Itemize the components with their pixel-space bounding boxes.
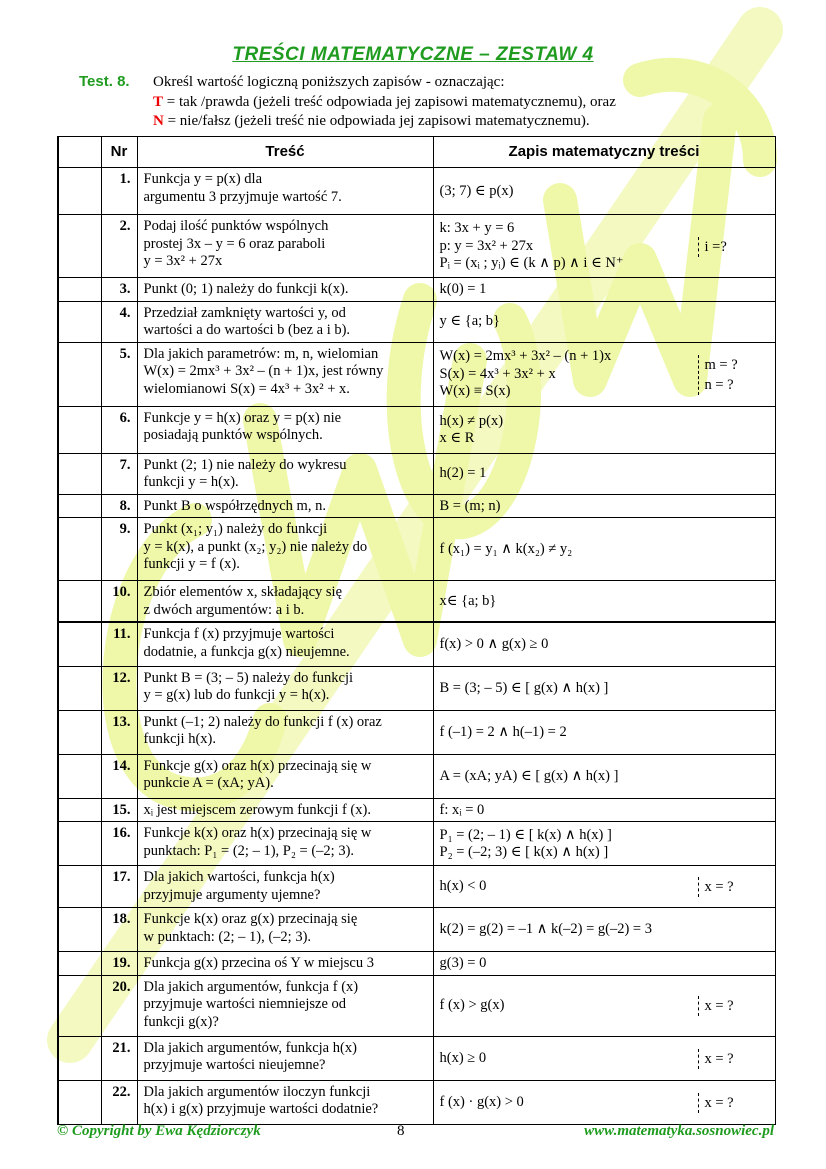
answer-cell[interactable] (58, 301, 101, 342)
math-notation: B = (3; – 5) ∈ [ g(x) ∧ h(x) ] (439, 679, 609, 696)
test-label: Test. 8. (79, 73, 130, 90)
table-row (58, 754, 775, 798)
table-row (58, 1036, 775, 1080)
table-row (58, 622, 775, 666)
answer-cell[interactable] (58, 406, 101, 453)
answer-cell[interactable] (58, 215, 101, 278)
math-notation-cell (433, 581, 775, 623)
answer-cell[interactable] (58, 866, 101, 908)
statement-text: Funkcja f (x) przyjmuje wartości dodatnie, a funkcja g(x) nieujemne. (137, 622, 433, 666)
math-notation-cell (433, 754, 775, 798)
math-notation: f (–1) = 2 ∧ h(–1) = 2 (439, 723, 567, 740)
statement-text: Przedział zamknięty wartości y, od wartości a do wartości b (bez a i b). (137, 301, 433, 342)
true-mark: T (153, 93, 164, 110)
footer-website-link[interactable]: www.matematyka.sosnowiec.pl (584, 1123, 774, 1139)
answer-cell[interactable] (58, 278, 101, 302)
statement-text: Funkcja g(x) przecina oś Y w miejscu 3 (137, 952, 433, 976)
table-row (58, 215, 775, 278)
row-number: 16. (101, 822, 137, 866)
answer-cell[interactable] (58, 342, 101, 406)
math-notation: h(2) = 1 (439, 465, 487, 482)
statement-text: Dla jakich argumentów, funkcja h(x) przyjmuje wartości nieujemne? (137, 1036, 433, 1080)
true-explanation: = tak /prawda (jeżeli treść odpowiada jej zapisowi matematycznemu), oraz (163, 93, 616, 110)
math-notation-cell (433, 215, 775, 278)
statement-text: Punkt (2; 1) nie należy do wykresu funkcji y = h(x). (137, 453, 433, 494)
row-number: 15. (101, 798, 137, 822)
math-notation-cell (433, 975, 775, 1036)
answer-cell[interactable] (58, 822, 101, 866)
header-zapis: Zapis matematyczny treści (433, 137, 775, 168)
unknown-question: m = ? n = ? (698, 355, 771, 395)
unknown-question: x = ? (698, 1049, 771, 1069)
row-number: 4. (101, 301, 137, 342)
table-row (58, 866, 775, 908)
answer-cell[interactable] (58, 168, 101, 215)
statement-text: Dla jakich parametrów: m, n, wielomian W(x) = 2mx³ + 3x² – (n + 1)x, jest równy wielomianowi S(x) = 4x³ + 3x² + x. (137, 342, 433, 406)
math-notation: (3; 7) ∈ p(x) (439, 182, 514, 199)
statement-text: Funkcja y = p(x) dla argumentu 3 przyjmuje wartość 7. (137, 168, 433, 215)
math-notation-cell (433, 798, 775, 822)
unknown-question: i =? (698, 237, 771, 257)
row-number: 20. (101, 975, 137, 1036)
answer-cell[interactable] (58, 518, 101, 581)
math-notation-cell (433, 494, 775, 518)
math-notation-cell (433, 866, 775, 908)
table-row (58, 666, 775, 710)
math-notation: f(x) > 0 ∧ g(x) ≥ 0 (439, 636, 549, 652)
table-row (58, 342, 775, 406)
math-notation-cell (433, 1036, 775, 1080)
answer-column-header (58, 137, 101, 168)
math-notation-cell (433, 908, 775, 952)
math-notation: k(0) = 1 (439, 281, 487, 297)
math-notation-cell (433, 518, 775, 581)
false-explanation: = nie/fałsz (jeżeli treść nie odpowiada jej zapisowi matematycznemu). (163, 113, 590, 129)
statement-text: Funkcje k(x) oraz g(x) przecinają się w punktach: (2; – 1), (–2; 3). (137, 908, 433, 952)
table-row (58, 406, 775, 453)
unknown-question: x = ? (698, 877, 771, 897)
answer-cell[interactable] (58, 453, 101, 494)
statement-text: xᵢ jest miejscem zerowym funkcji f (x). (137, 798, 433, 822)
table-row (58, 952, 775, 976)
math-notation: P₁ = (2; – 1) ∈ [ k(x) ∧ h(x) ] P₂ = (–2; 3) ∈ [ k(x) ∧ h(x) ] (439, 826, 612, 860)
math-notation: k(2) = g(2) = –1 ∧ k(–2) = g(–2) = 3 (439, 921, 652, 938)
unknown-question: x = ? (698, 1093, 771, 1113)
row-number: 14. (101, 754, 137, 798)
row-number: 19. (101, 952, 137, 976)
math-notation-cell (433, 406, 775, 453)
table-row (58, 453, 775, 494)
answer-cell[interactable] (58, 952, 101, 976)
math-notation: f (x₁) = y₁ ∧ k(x₂) ≠ y₂ (439, 540, 573, 557)
table-row (58, 278, 775, 302)
header-nr: Nr (101, 137, 137, 168)
answer-cell[interactable] (58, 581, 101, 623)
row-number: 13. (101, 710, 137, 754)
table-row (58, 1080, 775, 1124)
statement-text: Funkcje k(x) oraz h(x) przecinają się w punktach: P₁ = (2; – 1), P₂ = (–2; 3). (137, 822, 433, 866)
row-number: 10. (101, 581, 137, 623)
row-number: 6. (101, 406, 137, 453)
math-notation: A = (xA; yA) ∈ [ g(x) ∧ h(x) ] (439, 767, 619, 784)
math-notation-cell (433, 301, 775, 342)
math-notation-cell (433, 666, 775, 710)
statement-text: Punkt B = (3; – 5) należy do funkcji y = g(x) lub do funkcji y = h(x). (137, 666, 433, 710)
page-number: 8 (397, 1123, 405, 1139)
table-row (58, 710, 775, 754)
math-notation: h(x) ≥ 0 (439, 1049, 487, 1066)
math-notation-cell (433, 453, 775, 494)
row-number: 18. (101, 908, 137, 952)
footer-copyright: © Copyright by Ewa Kędziorczyk (57, 1123, 261, 1139)
math-notation: h(x) ≠ p(x) x ∈ R (439, 412, 504, 446)
row-number: 5. (101, 342, 137, 406)
table-row (58, 168, 775, 215)
statement-text: Funkcje g(x) oraz h(x) przecinają się w punkcie A = (xA; yA). (137, 754, 433, 798)
answer-cell[interactable] (58, 1036, 101, 1080)
statements-table (57, 136, 776, 1125)
math-notation: f (x) · g(x) > 0 (439, 1093, 524, 1110)
task-instruction: Określ wartość logiczną poniższych zapisów - oznaczając: (153, 74, 505, 90)
answer-cell[interactable] (58, 908, 101, 952)
page-title: TREŚCI MATEMATYCZNE – ZESTAW 4 (232, 44, 594, 65)
task-intro (79, 72, 799, 132)
table-row (58, 581, 775, 623)
answer-cell[interactable] (58, 1080, 101, 1124)
math-notation-cell (433, 622, 775, 666)
unknown-question: x = ? (698, 996, 771, 1016)
table-header-row (58, 137, 775, 168)
table-row (58, 975, 775, 1036)
math-notation: x∈ {a; b} (439, 592, 497, 609)
math-notation: f (x) > g(x) (439, 997, 505, 1014)
answer-cell[interactable] (58, 798, 101, 822)
table-row (58, 301, 775, 342)
row-number: 22. (101, 1080, 137, 1124)
statement-text: Punkt (0; 1) należy do funkcji k(x). (137, 278, 433, 302)
math-notation: W(x) = 2mx³ + 3x² – (n + 1)x S(x) = 4x³ + 3x² + x W(x) ≡ S(x) (439, 348, 612, 400)
math-notation-cell (433, 278, 775, 302)
row-number: 3. (101, 278, 137, 302)
statement-text: Dla jakich argumentów, funkcja f (x) przyjmuje wartości niemniejsze od funkcji g(x)? (137, 975, 433, 1036)
math-notation-cell (433, 710, 775, 754)
statement-text: Punkt B o współrzędnych m, n. (137, 494, 433, 518)
math-notation: y ∈ {a; b} (439, 313, 500, 330)
false-mark: N (153, 113, 164, 129)
answer-cell[interactable] (58, 975, 101, 1036)
table-row (58, 494, 775, 518)
math-notation-cell (433, 168, 775, 215)
statement-text: Funkcje y = h(x) oraz y = p(x) nie posiadają punktów wspólnych. (137, 406, 433, 453)
answer-cell[interactable] (58, 754, 101, 798)
row-number: 2. (101, 215, 137, 278)
math-notation: B = (m; n) (439, 497, 501, 514)
math-notation-cell (433, 822, 775, 866)
math-notation-cell (433, 342, 775, 406)
header-tresc: Treść (137, 137, 433, 168)
statement-text: Dla jakich wartości, funkcja h(x) przyjmuje argumenty ujemne? (137, 866, 433, 908)
statement-text: Dla jakich argumentów iloczyn funkcji h(x) i g(x) przyjmuje wartości dodatnie? (137, 1080, 433, 1124)
table-row (58, 908, 775, 952)
math-notation-cell (433, 1080, 775, 1124)
row-number: 9. (101, 518, 137, 581)
statement-text: Punkt (x₁; y₁) należy do funkcji y = k(x), a punkt (x₂; y₂) nie należy do funkcji y = f (x). (137, 518, 433, 581)
statement-text: Podaj ilość punktów wspólnych prostej 3x – y = 6 oraz paraboli y = 3x² + 27x (137, 215, 433, 278)
row-number: 11. (101, 622, 137, 666)
task-line1 (79, 72, 799, 93)
table-row (58, 798, 775, 822)
answer-cell[interactable] (58, 622, 101, 666)
row-number: 12. (101, 666, 137, 710)
math-notation: k: 3x + y = 6 p: y = 3x² + 27x Pᵢ = (xᵢ ; yᵢ) ∈ (k ∧ p) ∧ i ∈ N⁺ (439, 220, 624, 272)
table-row (58, 822, 775, 866)
task-line-true (79, 93, 799, 113)
answer-cell[interactable] (58, 494, 101, 518)
math-notation: f: xᵢ = 0 (439, 801, 485, 818)
statement-text: Zbiór elementów x, składający się z dwóch argumentów: a i b. (137, 581, 433, 623)
row-number: 7. (101, 453, 137, 494)
row-number: 21. (101, 1036, 137, 1080)
task-line-false (79, 112, 799, 132)
row-number: 1. (101, 168, 137, 215)
answer-cell[interactable] (58, 710, 101, 754)
statement-text: Punkt (–1; 2) należy do funkcji f (x) oraz funkcji h(x). (137, 710, 433, 754)
math-notation: h(x) < 0 (439, 878, 487, 895)
math-notation-cell (433, 952, 775, 976)
row-number: 8. (101, 494, 137, 518)
answer-cell[interactable] (58, 666, 101, 710)
table-row (58, 518, 775, 581)
math-notation: g(3) = 0 (439, 955, 487, 971)
row-number: 17. (101, 866, 137, 908)
